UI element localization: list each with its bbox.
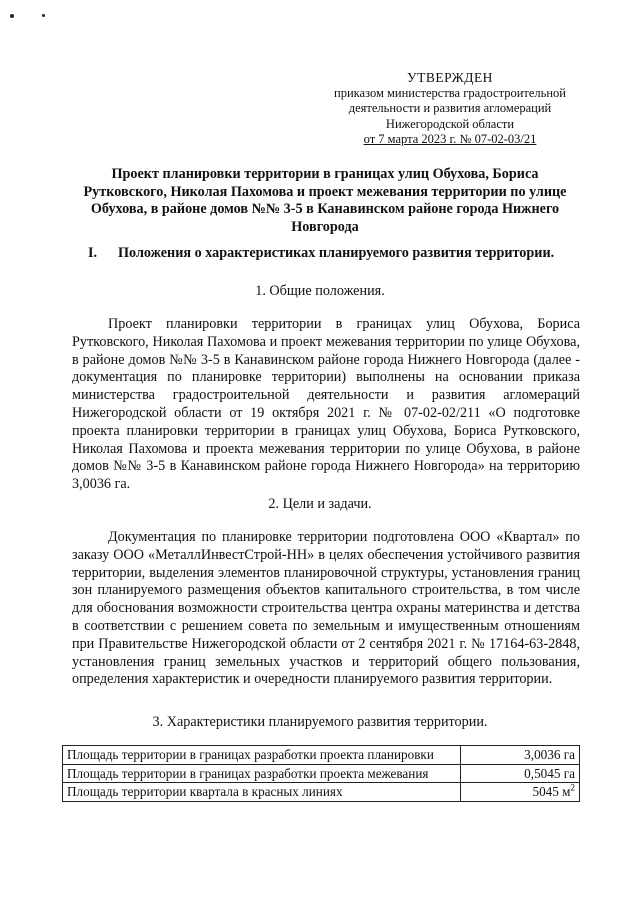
approval-block [300, 70, 600, 148]
row-label: Площадь территории квартала в красных линиях [63, 783, 461, 802]
table-row [63, 764, 580, 783]
general-paragraph: Проект планировки территории в границах улиц Обухова, Бориса Рутковского, Николая Пахомова и проект межевания территории по улице Обухова, в районе домов №№ 3-5 в Канавинском районе города Нижнего Новгорода (далее - документация по планировке территории) выполнены на основании приказа министерства градостроительной деятельности и развития агломераций Нижегородской области от 19 октября 2021 г. № 07-02-02/211 «О подготовке проекта планировки территории в границах улиц Обухова, Бориса Рутковского, Николая Пахомова и проекта межевания территории по улице Обухова, в районе домов №№ 3-5 в Канавинском районе города Нижнего Новгорода» на территорию 3,0036 га. [72, 316, 580, 493]
row-value [461, 746, 580, 765]
table-row [63, 746, 580, 765]
unit-superscript: 2 [570, 782, 575, 793]
section-number: I. [88, 245, 98, 261]
document-title: Проект планировки территории в границах улиц Обухова, Бориса Рутковского, Николая Пахомова и проект межевания территории по улице Обухова, в районе домов №№ 3-5 в Канавинском районе города Нижнего Новгорода [83, 166, 567, 235]
section-text: Положения о характеристиках планируемого развития территории. [118, 245, 555, 261]
approval-heading: УТВЕРЖДЕН [407, 70, 493, 85]
row-value [461, 783, 580, 802]
scan-mark [42, 14, 45, 17]
scan-mark [10, 14, 14, 18]
goals-heading: 2. Цели и задачи. [268, 496, 372, 512]
approval-line: Нижегородской области [385, 116, 515, 131]
section-heading [88, 245, 578, 262]
row-value [461, 764, 580, 783]
table-row [63, 783, 580, 802]
row-value-text: 3,0036 га [524, 747, 575, 762]
row-label: Площадь территории в границах разработки проекта межевания [63, 764, 461, 783]
row-label: Площадь территории в границах разработки проекта планировки [63, 746, 461, 765]
row-value-text: 5045 м [532, 784, 571, 799]
approval-line: деятельности и развития агломераций [348, 101, 552, 115]
approval-line: приказом министерства градостроительной [334, 85, 566, 100]
general-heading: 1. Общие положения. [255, 283, 385, 299]
row-value-text: 0,5045 га [524, 765, 575, 781]
characteristics-table [62, 745, 580, 802]
characteristics-heading: 3. Характеристики планируемого развития территории. [152, 714, 488, 730]
goals-paragraph: Документация по планировке территории подготовлена ООО «Квартал» по заказу ООО «МеталлИнвестСтрой-НН» в целях обеспечения устойчивого развития территории, выделения элементов планировочной структуры, установления границ зон планируемого размещения объектов капитального строительства, в том числе для обоснования возможности строительства центра охраны материнства и детства в соответствии с решением совета по земельным и имущественным отношениям при Правительстве Нижегородской области от 2 сентября 2021 г. № 17164-63-2848, установления границ земельных участков и территорий общего пользования, определения характеристик и очередности планируемого развития территории. [72, 529, 580, 688]
approval-order: от 7 марта 2023 г. № 07-02-03/21 [363, 132, 537, 146]
